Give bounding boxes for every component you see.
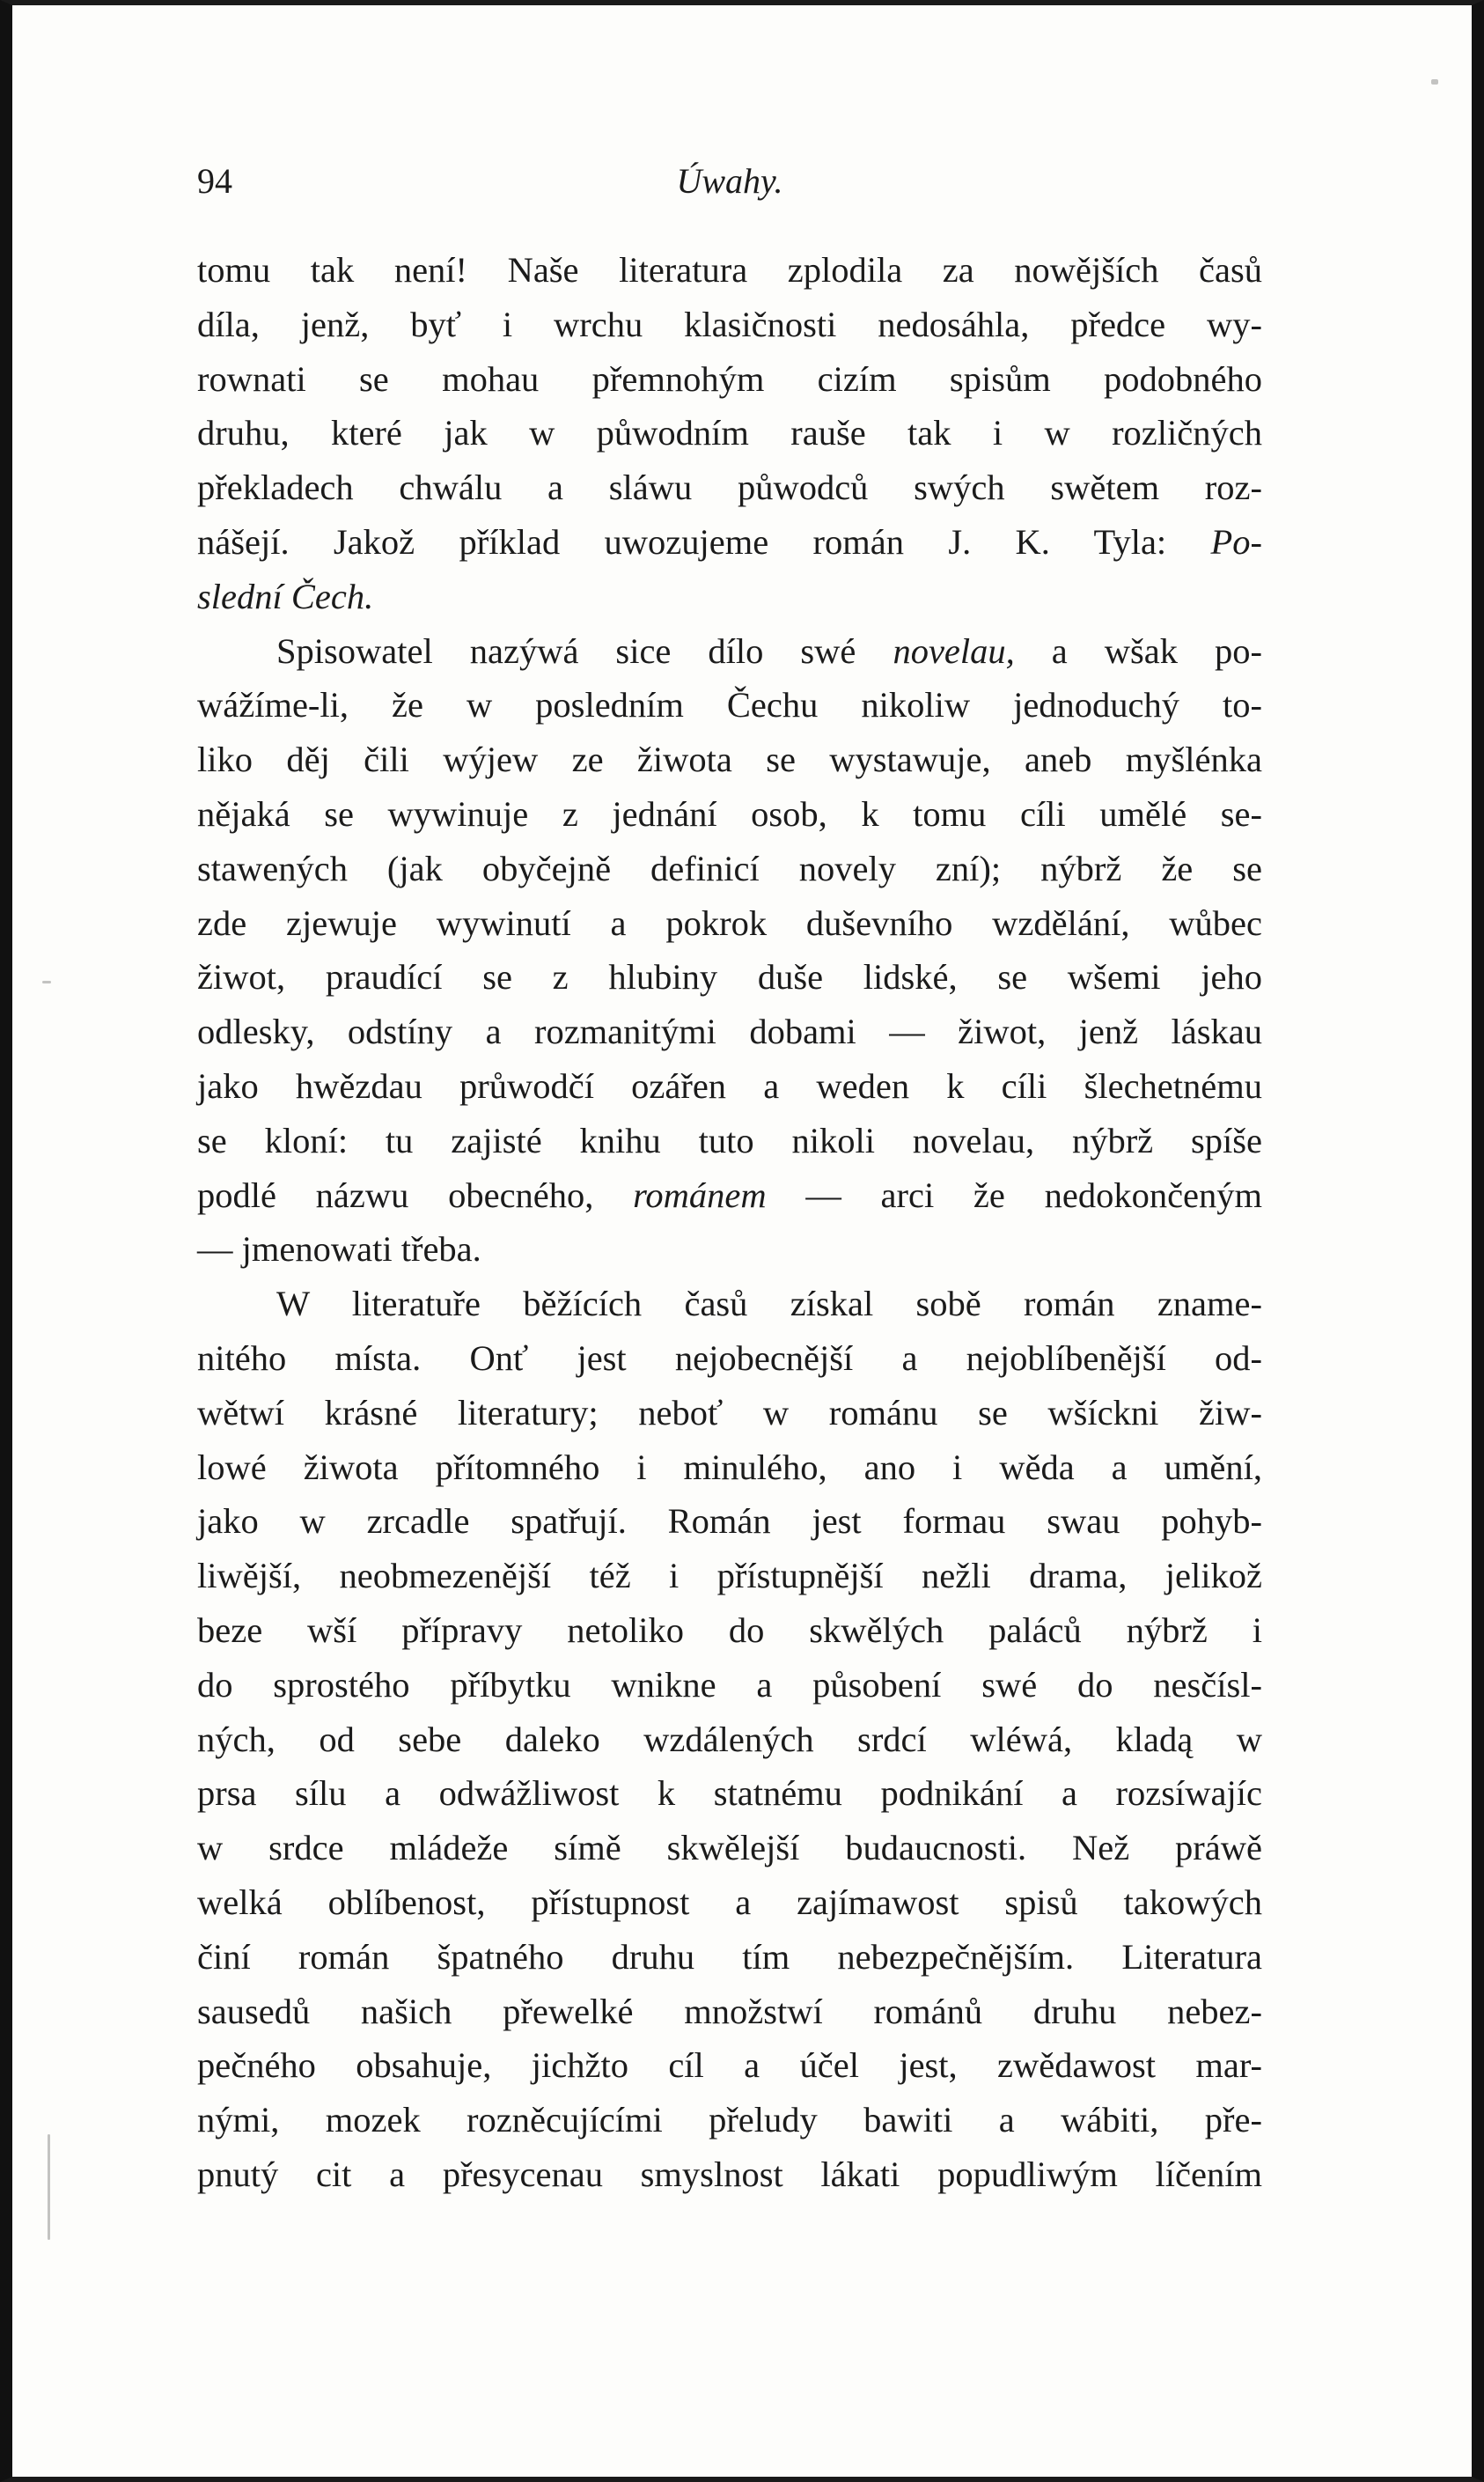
text-line	[197, 624, 1262, 679]
scan-speck	[48, 2134, 50, 2240]
text-line: pečného obsahuje, jichžto cíl a účel jest, zwědawost mar-	[197, 2045, 1262, 2086]
text-line: nějaká se wywinuje z jednání osob, k tomu cíli umělé se-	[197, 793, 1262, 834]
text-line: díla, jenž, byť i wrchu klasičnosti nedosáhla, předce wy-	[197, 304, 1262, 344]
text-line: jako w zrcadle spatřují. Román jest formau swau pohyb-	[197, 1501, 1262, 1542]
running-head	[197, 155, 1262, 208]
text-line: nitého místa. Onť jest nejobecnější a nejoblíbenější od-	[197, 1337, 1262, 1378]
text-line: sausedů našich přewelké množstwí románů druhu nebez-	[197, 1991, 1262, 2031]
text-run: — arci že nedokončeným	[805, 1175, 1263, 1215]
running-title: Úwahy.	[676, 161, 783, 201]
text-line: wětwí krásné literatury; neboť w románu se wšíckni žiw-	[197, 1392, 1262, 1432]
text-line: jako hwězdau průwodčí ozářen a weden k cíli šlechetnému	[197, 1065, 1262, 1106]
page-number: 94	[197, 161, 232, 201]
text-line	[197, 515, 1262, 570]
text-line: překladech chwálu a sláwu půwodců swých swětem roz-	[197, 468, 1262, 508]
book-title-italic: Po-	[1210, 521, 1263, 562]
text-line: stawených (jak obyčejně definicí novely zní); nýbrž že se	[197, 848, 1262, 888]
text-line: wážíme-li, že w posledním Čechu nikoliw jednoduchý to-	[197, 685, 1262, 725]
text-line: druhu, které jak w půwodním rauše tak i w rozličných	[197, 413, 1262, 453]
scan-speck	[42, 981, 51, 983]
text-line: — jmenowati třeba.	[197, 1229, 481, 1270]
text-line: odlesky, odstíny a rozmanitými dobami — žiwot, jenž láskau	[197, 1012, 1262, 1052]
text-run: a wšak po-	[1051, 630, 1263, 671]
text-line: beze wší přípravy netoliko do skwělých paláců nýbrž i	[197, 1609, 1262, 1650]
text-line	[197, 570, 1262, 624]
text-line: tomu tak není! Naše literatura zplodila za nowějších časů	[197, 250, 1262, 290]
text-run: nášejí. Jakož příklad uwozujeme román J. K. Tyla:	[197, 521, 1167, 562]
text-line: do sprostého příbytku wnikne a působení swé do nesčísl-	[197, 1664, 1262, 1705]
text-line: lowé žiwota přítomného i minulého, ano i wěda a umění,	[197, 1447, 1262, 1487]
text-line: se kloní: tu zajisté knihu tuto nikoli novelau, nýbrž spíše	[197, 1120, 1262, 1160]
text-run: podlé názwu obecného,	[197, 1175, 594, 1215]
text-line: prsa sílu a odwážliwost k statnému podnikání a rozsíwajíc	[197, 1773, 1262, 1814]
text-line: zde zjewuje wywinutí a pokrok duševního wzdělání, wůbec	[197, 902, 1262, 943]
text-line: pnutý cit a přesycenau smyslnost lákati popudliwým líčením	[197, 2154, 1262, 2194]
text-line: w srdce mládeže símě skwělejší budaucnosti. Než práwě	[197, 1828, 1262, 1868]
text-line: nými, mozek rozněcujícími přeludy bawiti a wábiti, pře-	[197, 2100, 1262, 2140]
text-line: liko děj čili wýjew ze žiwota se wystawuje, aneb myšlénka	[197, 740, 1262, 780]
text-line: welká oblíbenost, přístupnost a zajímawost spisů takowých	[197, 1882, 1262, 1922]
text-line: rownati se mohau přemnohým cizím spisům podobného	[197, 358, 1262, 399]
emphasis-italic: románem	[633, 1175, 767, 1215]
book-title-italic: slední Čech.	[197, 576, 374, 616]
text-line: žiwot, praudící se z hlubiny duše lidské, se wšemi jeho	[197, 957, 1262, 998]
emphasis-italic: novelau,	[893, 630, 1015, 671]
text-run: Spisowatel nazýwá sice dílo swé	[276, 630, 856, 671]
text-line	[197, 1168, 1262, 1223]
book-page	[197, 155, 1262, 2202]
text-line: ných, od sebe daleko wzdálených srdcí wléwá, kladą w	[197, 1719, 1262, 1759]
body-text	[197, 243, 1262, 2202]
scan-speck	[1431, 79, 1438, 85]
text-line: liwější, neobmezenější též i přístupnější nežli drama, jelikož	[197, 1556, 1262, 1596]
text-line: W literatuře běžících časů získal sobě román zname-	[276, 1284, 1262, 1324]
text-line: činí román špatného druhu tím nebezpečnějším. Literatura	[197, 1936, 1262, 1977]
